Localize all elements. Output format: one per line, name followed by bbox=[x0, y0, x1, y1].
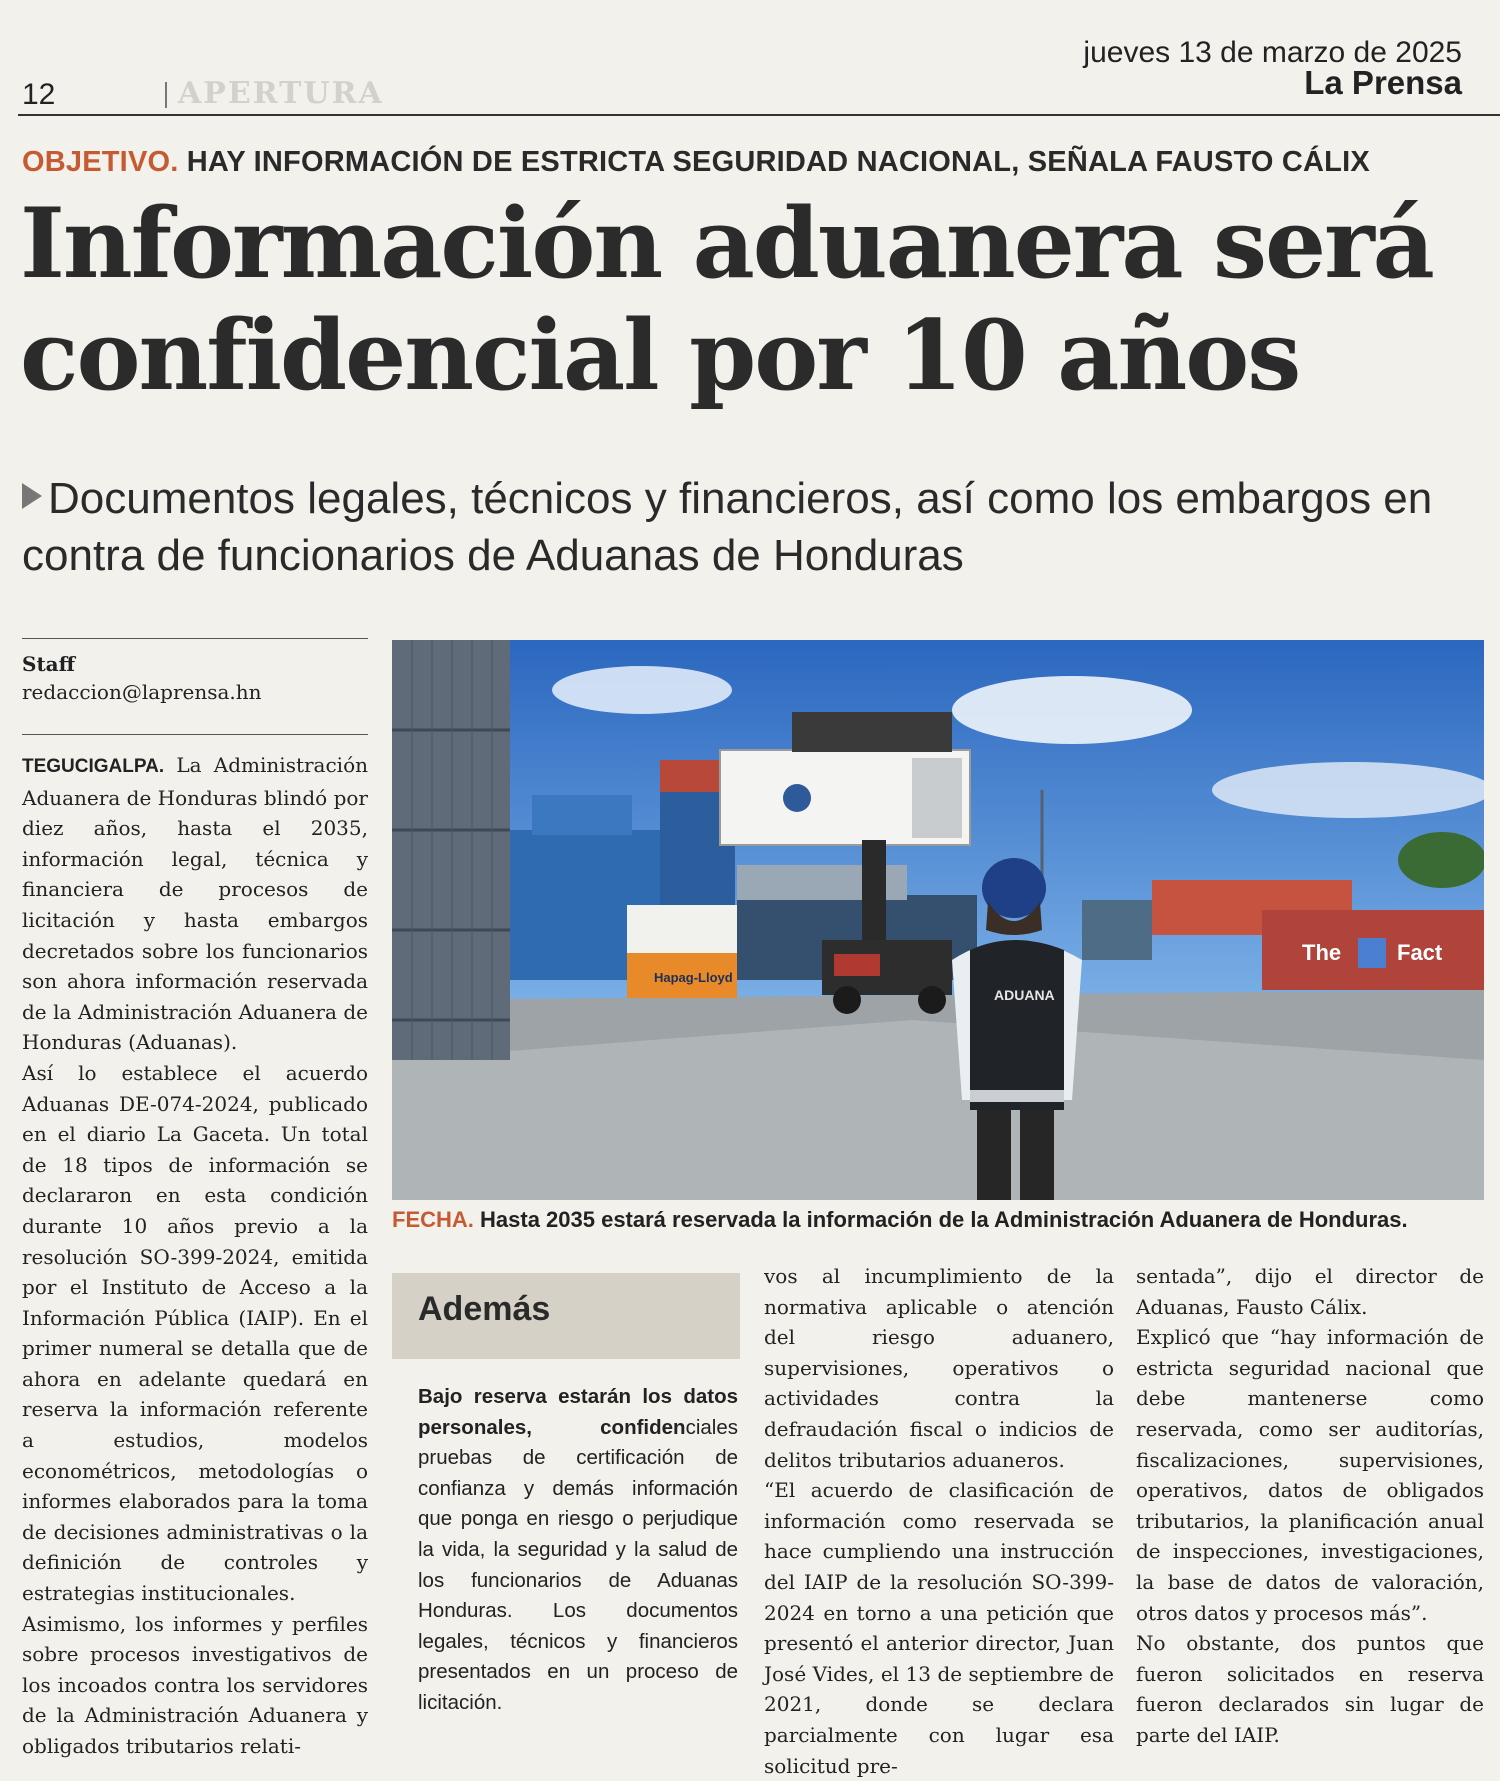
page-number: 12 bbox=[22, 78, 56, 111]
reefer-unit bbox=[912, 758, 962, 838]
reach-stacker-cab bbox=[834, 954, 880, 976]
container-sign-text: The bbox=[1302, 940, 1342, 965]
cloud bbox=[552, 666, 732, 714]
body-column-4 bbox=[1136, 1261, 1484, 1751]
bullet-triangle-icon bbox=[22, 483, 42, 509]
sidebar-lead: Bajo reserva estarán los datos personales, confiden bbox=[418, 1385, 738, 1439]
dateline: TEGUCIGALPA. bbox=[22, 756, 165, 777]
vest-label: ADUANA bbox=[994, 987, 1055, 1003]
cloud bbox=[1212, 762, 1484, 818]
sign-logo bbox=[1358, 938, 1386, 968]
body-column-1 bbox=[22, 750, 368, 1762]
cloud bbox=[952, 676, 1192, 744]
section-divider bbox=[165, 82, 167, 108]
masthead-rule bbox=[18, 114, 1500, 116]
headline: Información aduanera será confidencial por 10 años bbox=[20, 187, 1433, 412]
officer-leg bbox=[1020, 1110, 1054, 1200]
spreader bbox=[792, 712, 952, 752]
tree bbox=[1398, 832, 1484, 888]
byline-rule-top bbox=[22, 638, 368, 639]
kicker-text: HAY INFORMACIÓN DE ESTRICTA SEGURIDAD NACIONAL, SEÑALA FAUSTO CÁLIX bbox=[178, 146, 1370, 178]
paragraph: No obstante, dos puntos que fueron solicitados en reserva fueron declarados sin lugar de parte del IAIP. bbox=[1136, 1631, 1484, 1747]
paragraph: Asimismo, los informes y perfiles sobre procesos investigativos de los incoados contra los servidores de la Administración Aduanera y obligados tributarios relati- bbox=[22, 1611, 368, 1758]
photo-caption bbox=[392, 1207, 1500, 1233]
paragraph: Explicó que “hay información de estricta seguridad nacional que debe mantenerse como reservada, como ser auditorías, fiscalizaciones, supervisiones, operativos, datos de obligados tributarios, la planificación anual de inspecciones, investigaciones, la base de datos de valoración, otros datos y procesos más”. bbox=[1136, 1325, 1484, 1625]
kicker-label: OBJETIVO. bbox=[22, 146, 179, 178]
paragraph: vos al incumplimiento de la normativa aplicable o atención del riesgo aduanero, supervisiones, operativos o actividades contra la defraudación fiscal o indicios de delitos tributarios aduaneros. bbox=[764, 1264, 1114, 1472]
byline-author: Staff bbox=[22, 652, 76, 676]
container-stack-far bbox=[1082, 900, 1152, 960]
paragraph: TEGUCIGALPA. La Administración Aduanera de Honduras blindó por diez años, hasta el 2035, información legal, técnica y financiera de procesos de licitación y hasta embargos decretados sobre los funcionarios son ahora información reservada de la Administración Aduanera de Honduras (Aduanas). bbox=[22, 753, 368, 1055]
paragraph: “El acuerdo de clasificación de información como reservada se hace cumpliendo una instrucción del IAIP de la resolución SO-399-2024 en torno a una petición que presentó el anterior director, Juan José Vides, el 13 de septiembre de 2021, donde se declara parcialmente con lugar esa solicitud pre- bbox=[764, 1478, 1114, 1778]
sidebar-title: Además bbox=[418, 1290, 551, 1328]
kicker bbox=[22, 146, 1370, 179]
paragraph: sentada”, dijo el director de Aduanas, Fausto Cálix. bbox=[1136, 1264, 1484, 1319]
caption-text: Hasta 2035 estará reservada la información de la Administración Aduanera de Honduras. bbox=[473, 1207, 1408, 1232]
caption-label: FECHA. bbox=[392, 1207, 474, 1232]
newspaper-name: La Prensa bbox=[1304, 64, 1462, 101]
container-logo bbox=[783, 784, 811, 812]
port-container-photo bbox=[392, 640, 1484, 1200]
subheadline bbox=[22, 470, 1482, 584]
container-white bbox=[627, 905, 737, 953]
section-label: APERTURA bbox=[178, 76, 384, 111]
subheadline-text: Documentos legales, técnicos y financieros, así como los embargos en contra de funcionarios de Aduanas de Honduras bbox=[22, 474, 1433, 580]
officer-leg bbox=[977, 1110, 1011, 1200]
paragraph: Así lo establece el acuerdo Aduanas DE-074-2024, publicado en el diario La Gaceta. Un total de 18 tipos de información se declararon en esta condición durante 10 años previo a la resolución SO-399-2024, emitida por el Instituto de Acceso a la Información Pública (IAIP). En el primer numeral se detalla que de ahora en adelante quedará en reserva la información referente a estudios, modelos econométricos, metodologías o informes elaborados para la toma de decisiones administrativas o la definición de controles y estrategias institucionales. bbox=[22, 1060, 368, 1606]
sidebar-text: ciales pruebas de certificación de confianza y demás información que ponga en riesgo o perjudique la vida, la seguridad y la salud de los funcionarios de Aduanas Honduras. Los documentos legales, técnicos y financieros presentados en un proceso de licitación. bbox=[418, 1415, 738, 1714]
byline-email: redaccion@laprensa.hn bbox=[22, 680, 262, 704]
container-sign-text-end: Fact bbox=[1397, 940, 1443, 965]
container-brand-text: Hapag-Lloyd bbox=[654, 970, 733, 985]
sidebar-body bbox=[418, 1382, 738, 1719]
article-photo bbox=[392, 640, 1484, 1200]
vest-reflective-strip bbox=[970, 1090, 1064, 1102]
issue-date: jueves 13 de marzo de 2025 bbox=[1083, 36, 1462, 69]
body-column-3 bbox=[764, 1261, 1114, 1781]
container-blue bbox=[532, 795, 632, 835]
byline-rule-bottom bbox=[22, 734, 368, 735]
officer-vest bbox=[970, 940, 1064, 1110]
